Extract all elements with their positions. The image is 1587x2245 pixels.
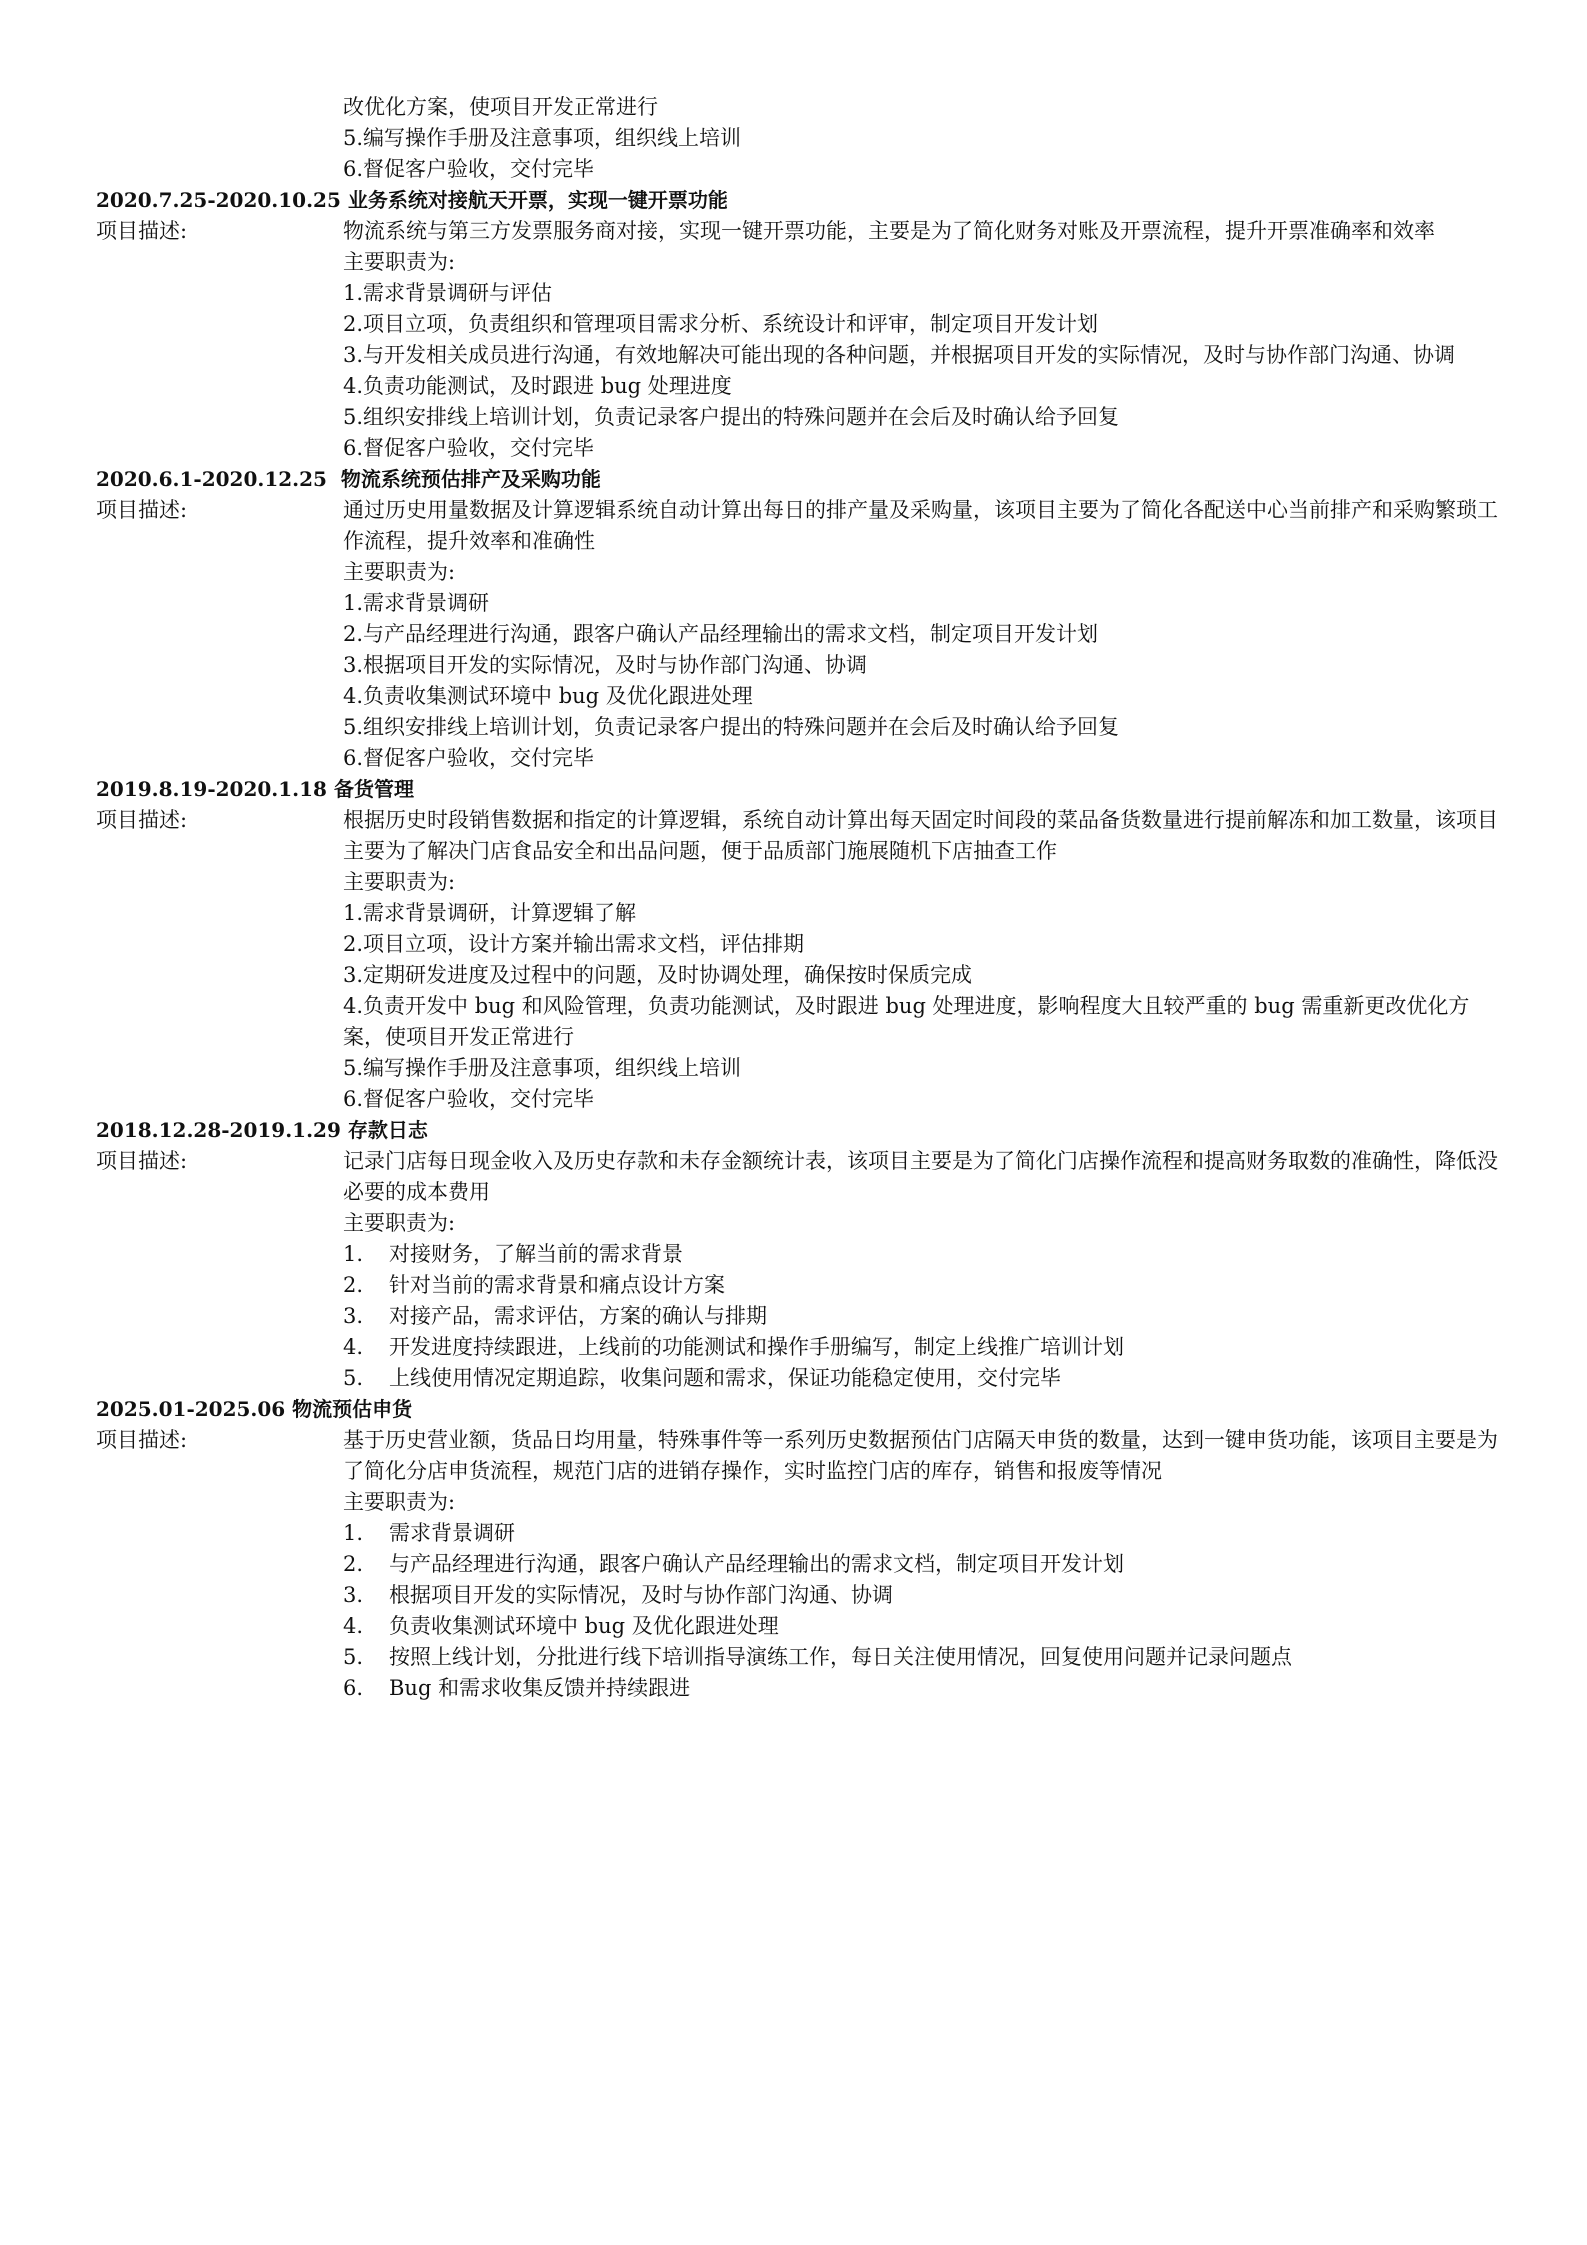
- project-title: 2020.7.25-2020.10.25 业务系统对接航天开票，实现一键开票功能: [96, 188, 728, 212]
- responsibility-item: 4.负责功能测试，及时跟进 bug 处理进度: [343, 374, 732, 398]
- responsibility-item: 2.项目立项，设计方案并输出需求文档，评估排期: [343, 932, 805, 956]
- project-description: 通过历史用量数据及计算逻辑系统自动计算出每日的排产量及采购量，该项目主要为了简化各配送中心当前排产和采购繁琐工作流程，提升效率和准确性: [343, 498, 1498, 553]
- continuation-line: 5.编写操作手册及注意事项，组织线上培训: [343, 126, 742, 150]
- project-description: 记录门店每日现金收入及历史存款和未存金额统计表，该项目主要是为了简化门店操作流程和提高财务取数的准确性，降低没必要的成本费用: [343, 1149, 1498, 1204]
- item-number: 4.: [343, 1614, 364, 1638]
- project-description-row: [0, 1425, 1587, 1487]
- continuation-line: 改优化方案，使项目开发正常进行: [343, 95, 658, 119]
- project-title: 2018.12.28-2019.1.29 存款日志: [96, 1118, 428, 1142]
- item-number: 1.: [343, 1521, 364, 1545]
- project-description-label: 项目描述:: [96, 1428, 188, 1452]
- project-title: 2020.6.1-2020.12.25 物流系统预估排产及采购功能: [96, 467, 601, 491]
- project-description-row: [0, 805, 1587, 867]
- responsibility-item: 6.督促客户验收，交付完毕: [343, 746, 595, 770]
- project-description-row: [0, 1146, 1587, 1208]
- responsibilities-label: 主要职责为:: [343, 870, 456, 894]
- project-description-label: 项目描述:: [96, 1149, 188, 1173]
- item-number: 5.: [343, 1645, 364, 1669]
- item-number: 5.: [343, 1366, 364, 1390]
- responsibility-item: 4.负责收集测试环境中 bug 及优化跟进处理: [343, 684, 753, 708]
- item-text: 按照上线计划，分批进行线下培训指导演练工作，每日关注使用情况，回复使用问题并记录问题点: [389, 1645, 1292, 1669]
- responsibility-item: 5.组织安排线上培训计划，负责记录客户提出的特殊问题并在会后及时确认给予回复: [343, 405, 1120, 429]
- numbered-responsibility-item: [0, 1332, 1587, 1363]
- responsibility-item: 3.根据项目开发的实际情况，及时与协作部门沟通、协调: [343, 653, 868, 677]
- item-text: 上线使用情况定期追踪，收集问题和需求，保证功能稳定使用，交付完毕: [389, 1366, 1061, 1390]
- continuation-line: 6.督促客户验收，交付完毕: [343, 157, 595, 181]
- responsibility-item: 1.需求背景调研，计算逻辑了解: [343, 901, 637, 925]
- project-title: 2025.01-2025.06 物流预估申货: [96, 1397, 413, 1421]
- item-number: 4.: [343, 1335, 364, 1359]
- responsibility-item: 1.需求背景调研: [343, 591, 490, 615]
- resume-project-page: [0, 92, 1587, 1704]
- numbered-responsibility-item: [0, 1270, 1587, 1301]
- project-description: 根据历史时段销售数据和指定的计算逻辑，系统自动计算出每天固定时间段的菜品备货数量进行提前解冻和加工数量，该项目主要为了解决门店食品安全和出品问题，便于品质部门施展随机下店抽查工作: [343, 808, 1498, 863]
- responsibility-item: 1.需求背景调研与评估: [343, 281, 553, 305]
- item-text: Bug 和需求收集反馈并持续跟进: [389, 1676, 691, 1700]
- responsibility-item: 3.定期研发进度及过程中的问题，及时协调处理，确保按时保质完成: [343, 963, 973, 987]
- numbered-responsibility-item: [0, 1518, 1587, 1549]
- project-title: 2019.8.19-2020.1.18 备货管理: [96, 777, 414, 801]
- project-description: 基于历史营业额，货品日均用量，特殊事件等一系列历史数据预估门店隔天申货的数量，达到一键申货功能，该项目主要是为了简化分店申货流程，规范门店的进销存操作，实时监控门店的库存，销售和报废等情况: [343, 1428, 1498, 1483]
- item-number: 2.: [343, 1552, 364, 1576]
- item-text: 针对当前的需求背景和痛点设计方案: [389, 1273, 725, 1297]
- responsibility-item: 6.督促客户验收，交付完毕: [343, 436, 595, 460]
- project-description: 物流系统与第三方发票服务商对接，实现一键开票功能，主要是为了简化财务对账及开票流程，提升开票准确率和效率: [343, 219, 1435, 243]
- responsibility-item: 3.与开发相关成员进行沟通，有效地解决可能出现的各种问题，并根据项目开发的实际情况，及时与协作部门沟通、协调: [343, 343, 1456, 367]
- project-description-label: 项目描述:: [96, 808, 188, 832]
- item-number: 2.: [343, 1273, 364, 1297]
- project-description-row: [0, 495, 1587, 557]
- project-description-row: [0, 216, 1587, 247]
- item-number: 6.: [343, 1676, 364, 1700]
- item-number: 3.: [343, 1304, 364, 1328]
- item-number: 1.: [343, 1242, 364, 1266]
- numbered-responsibility-item: [0, 1611, 1587, 1642]
- responsibilities-label: 主要职责为:: [343, 1211, 456, 1235]
- responsibilities-label: 主要职责为:: [343, 250, 456, 274]
- responsibility-item: 2.与产品经理进行沟通，跟客户确认产品经理输出的需求文档，制定项目开发计划: [343, 622, 1099, 646]
- item-text: 开发进度持续跟进，上线前的功能测试和操作手册编写，制定上线推广培训计划: [389, 1335, 1124, 1359]
- responsibilities-label: 主要职责为:: [343, 1490, 456, 1514]
- project-description-label: 项目描述:: [96, 219, 188, 243]
- numbered-responsibility-item: [0, 1673, 1587, 1704]
- responsibility-item: 2.项目立项，负责组织和管理项目需求分析、系统设计和评审，制定项目开发计划: [343, 312, 1099, 336]
- numbered-responsibility-item: [0, 1580, 1587, 1611]
- item-text: 根据项目开发的实际情况，及时与协作部门沟通、协调: [389, 1583, 893, 1607]
- item-text: 与产品经理进行沟通，跟客户确认产品经理输出的需求文档，制定项目开发计划: [389, 1552, 1124, 1576]
- numbered-responsibility-item: [0, 1239, 1587, 1270]
- item-text: 对接财务，了解当前的需求背景: [389, 1242, 683, 1266]
- numbered-responsibility-item: [0, 1642, 1587, 1673]
- responsibility-item: 4.负责开发中 bug 和风险管理，负责功能测试，及时跟进 bug 处理进度，影响程度大且较严重的 bug 需重新更改优化方案，使项目开发正常进行: [343, 994, 1470, 1049]
- responsibility-item: 5.组织安排线上培训计划，负责记录客户提出的特殊问题并在会后及时确认给予回复: [343, 715, 1120, 739]
- responsibility-item: 6.督促客户验收，交付完毕: [343, 1087, 595, 1111]
- item-text: 对接产品，需求评估，方案的确认与排期: [389, 1304, 767, 1328]
- responsibility-item: 5.编写操作手册及注意事项，组织线上培训: [343, 1056, 742, 1080]
- numbered-responsibility-item: [0, 1549, 1587, 1580]
- numbered-responsibility-item: [0, 1301, 1587, 1332]
- item-text: 负责收集测试环境中 bug 及优化跟进处理: [389, 1614, 779, 1638]
- item-text: 需求背景调研: [389, 1521, 515, 1545]
- responsibilities-label: 主要职责为:: [343, 560, 456, 584]
- numbered-responsibility-item: [0, 1363, 1587, 1394]
- item-number: 3.: [343, 1583, 364, 1607]
- project-description-label: 项目描述:: [96, 498, 188, 522]
